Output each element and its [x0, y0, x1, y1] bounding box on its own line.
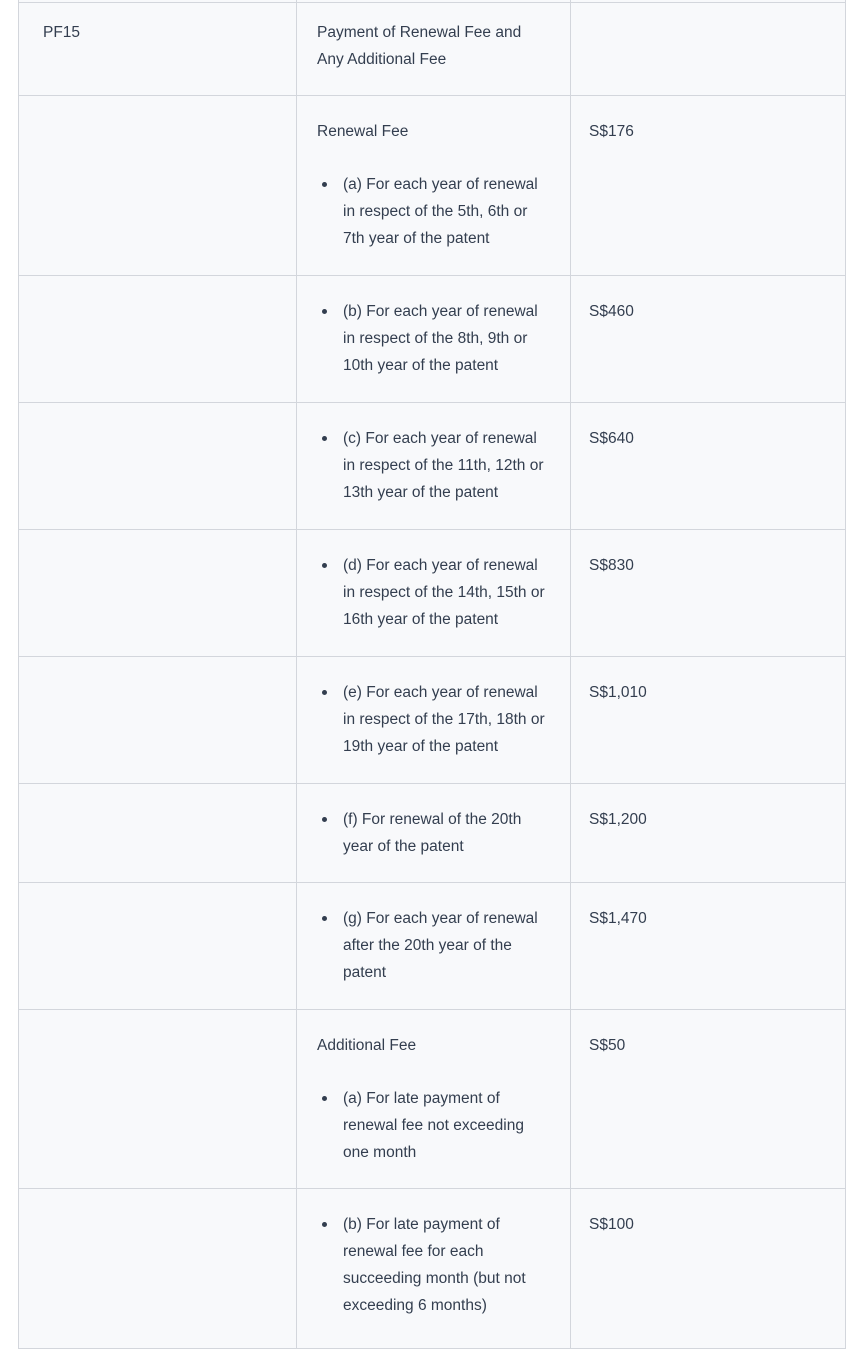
description-cell — [297, 657, 571, 784]
bullet-text: (a) For each year of renewal in respect of the 5th, 6th or 7th year of the patent — [343, 176, 538, 247]
table-row — [19, 1189, 846, 1349]
description-cell — [297, 784, 571, 883]
fee-cell — [571, 883, 846, 1010]
table-row — [19, 530, 846, 657]
fee-cell — [571, 1189, 846, 1349]
form-code-cell — [19, 403, 297, 530]
list-item — [317, 905, 550, 986]
bullet-text: (a) For late payment of renewal fee not exceeding one month — [343, 1090, 524, 1161]
fee-cell — [571, 3, 846, 96]
fee-value: S$1,010 — [589, 684, 647, 701]
table-row — [19, 784, 846, 883]
bullet-text: (b) For each year of renewal in respect of the 8th, 9th or 10th year of the patent — [343, 303, 538, 374]
list-item — [317, 298, 550, 379]
description-cell — [297, 530, 571, 657]
fee-value: S$1,470 — [589, 910, 647, 927]
bullet-text: (e) For each year of renewal in respect of the 17th, 18th or 19th year of the patent — [343, 684, 545, 755]
bullet-list — [317, 1085, 550, 1166]
bullet-list — [317, 1211, 550, 1319]
table-row — [19, 96, 846, 276]
patent-fees-table — [18, 0, 846, 1349]
fee-cell — [571, 403, 846, 530]
list-item — [317, 552, 550, 633]
fee-cell — [571, 1010, 846, 1189]
fee-heading: Payment of Renewal Fee and Any Additional Fee — [317, 24, 522, 68]
fee-heading: Additional Fee — [317, 1037, 417, 1054]
bullet-text: (d) For each year of renewal in respect of the 14th, 15th or 16th year of the patent — [343, 557, 545, 628]
form-code-cell — [19, 784, 297, 883]
form-code-cell — [19, 3, 297, 96]
bullet-icon — [322, 1096, 327, 1101]
list-item — [317, 171, 550, 252]
description-cell — [297, 3, 571, 96]
description-cell — [297, 1189, 571, 1349]
table-row — [19, 1010, 846, 1189]
list-item — [317, 679, 550, 760]
form-code-cell — [19, 1189, 297, 1349]
table-row — [19, 276, 846, 403]
description-cell — [297, 1010, 571, 1189]
list-item — [317, 806, 550, 860]
fee-value: S$460 — [589, 303, 634, 320]
bullet-icon — [322, 1222, 327, 1227]
form-code: PF15 — [43, 24, 81, 41]
bullet-text: (b) For late payment of renewal fee for each succeeding month (but not exceeding 6 months) — [343, 1216, 526, 1314]
description-cell — [297, 883, 571, 1010]
list-item — [317, 425, 550, 506]
fee-value: S$176 — [589, 123, 634, 140]
list-item — [317, 1085, 550, 1166]
fee-heading: Renewal Fee — [317, 123, 409, 140]
bullet-text: (c) For each year of renewal in respect of the 11th, 12th or 13th year of the patent — [343, 430, 544, 501]
bullet-list — [317, 298, 550, 379]
bullet-icon — [322, 436, 327, 441]
bullet-list — [317, 806, 550, 860]
form-code-cell — [19, 96, 297, 276]
bullet-list — [317, 905, 550, 986]
description-cell — [297, 276, 571, 403]
bullet-text: (f) For renewal of the 20th year of the patent — [343, 811, 522, 855]
bullet-list — [317, 679, 550, 760]
bullet-list — [317, 552, 550, 633]
list-item — [317, 1211, 550, 1319]
form-code-cell — [19, 1010, 297, 1189]
form-code-cell — [19, 276, 297, 403]
bullet-icon — [322, 309, 327, 314]
table-row — [19, 657, 846, 784]
fee-value: S$830 — [589, 557, 634, 574]
fee-cell — [571, 657, 846, 784]
fee-value: S$640 — [589, 430, 634, 447]
fee-value: S$100 — [589, 1216, 634, 1233]
form-code-cell — [19, 530, 297, 657]
bullet-icon — [322, 182, 327, 187]
fee-value: S$50 — [589, 1037, 626, 1054]
bullet-icon — [322, 916, 327, 921]
bullet-icon — [322, 563, 327, 568]
bullet-list — [317, 171, 550, 252]
bullet-icon — [322, 690, 327, 695]
bullet-text: (g) For each year of renewal after the 20th year of the patent — [343, 910, 538, 981]
description-cell — [297, 403, 571, 530]
table-row — [19, 403, 846, 530]
form-code-cell — [19, 657, 297, 784]
table-row — [19, 883, 846, 1010]
bullet-icon — [322, 817, 327, 822]
bullet-list — [317, 425, 550, 506]
fee-cell — [571, 784, 846, 883]
fee-value: S$1,200 — [589, 811, 647, 828]
description-cell — [297, 96, 571, 276]
fee-cell — [571, 276, 846, 403]
fee-cell — [571, 530, 846, 657]
table-row — [19, 3, 846, 96]
fee-cell — [571, 96, 846, 276]
form-code-cell — [19, 883, 297, 1010]
